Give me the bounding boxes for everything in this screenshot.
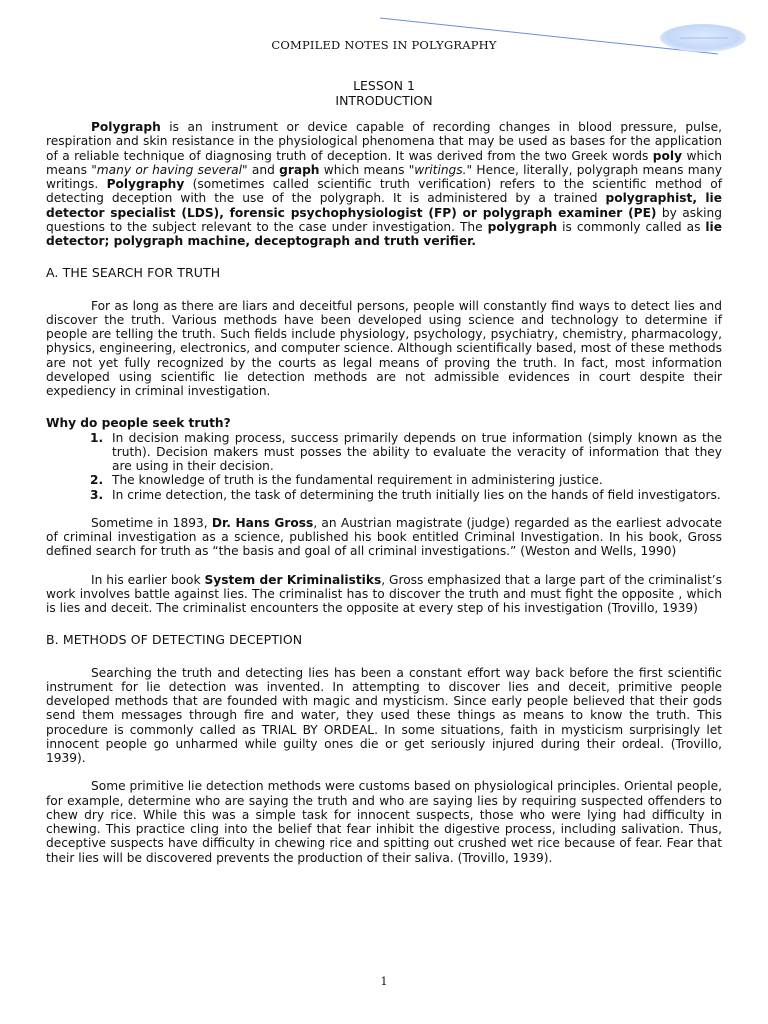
list-item: [46, 431, 722, 474]
meaning-poly: "many or having several": [91, 162, 248, 177]
section-b-paragraph-1: Searching the truth and detecting lies has been a constant effort way back before the first scientific instrument for lie detection was invented. In attempting to discover lies and deceit, primitive people developed methods that are founded with magic and mysticism. Since early people believed that their gods send them messages through fire and water, they used these things as means to know the truth. This procedure is commonly called as TRIAL BY ORDEAL. In some situations, faith in mysticism surprisingly let innocent people go unharmed while guilty ones die or get seriously injured during their ordeal. (Trovillo, 1939).: [46, 665, 722, 765]
section-a-heading: A. THE SEARCH FOR TRUTH: [46, 265, 221, 281]
list-text: In crime detection, the task of determining the truth initially lies on the hands of field investigators.: [112, 487, 721, 502]
polygraph-aliases: lie detector; polygraph machine, deceptograph and truth verifier.: [46, 219, 722, 248]
list-item: [46, 488, 722, 502]
intro-paragraph: [46, 120, 722, 248]
document-header: COMPILED NOTES IN POLYGRAPHY: [271, 38, 497, 52]
text: , an Austrian magistrate (judge) regarded as the earliest advocate of criminal investigation as a science, published his book entitled Criminal Investigation. In his book, Gross defined search for truth as “the basis and goal of all criminal investigations.” (Weston and Wells, 1990): [46, 515, 722, 559]
examiner-titles: polygraphist, lie detector specialist (LDS), forensic psychophysiologist (FP) or polygraph examiner (PE): [46, 191, 722, 220]
text: (sometimes called scientific truth verification) refers to the scientific method of detecting deception with the use of the polygraph. It is administered by a trained: [46, 177, 722, 206]
term-polygraph-2: polygraph: [487, 219, 558, 234]
section-a-paragraph-3: [46, 573, 722, 616]
meaning-graph: "writings.": [408, 162, 473, 177]
term-polygraphy: Polygraphy: [106, 177, 185, 191]
list-number: 2.: [90, 473, 104, 488]
why-heading: Why do people seek truth?: [46, 416, 231, 431]
list-text: The knowledge of truth is the fundamental requirement in administering justice.: [112, 473, 603, 488]
section-a-paragraph-1: For as long as there are liars and deceitful persons, people will constantly find ways to detect lies and discover the truth. Various methods have been developed using science and technology to determine if people are telling the truth. Such fields include physiology, psychology, psychiatry, chemistry, pharmacology, physics, engineering, electronics, and computer science. Although scientifically based, most of these methods are not yet fully recognized by the courts as legal means of proving the truth. In fact, most information developed using scientific lie detection methods are not admissible evidences in court despite their expediency in criminal investigation.: [46, 298, 722, 398]
text: In his earlier book: [91, 572, 205, 587]
page-number: 1: [380, 975, 388, 988]
term-polygraph: Polygraph: [91, 120, 161, 134]
text: Sometime in 1893,: [91, 515, 212, 530]
document-body: [46, 120, 722, 865]
text: is an instrument or device capable of recording changes in blood pressure, pulse, respiration and skin resistance in the physiological phenomena that may be used as bases for the application of a reliable technique of diagnosing truth of deception. It was derived from the two Greek words: [46, 120, 722, 163]
term-poly: poly: [652, 148, 683, 163]
lesson-heading: [0, 78, 768, 108]
text: , Gross emphasized that a large part of the criminalist’s work involves battle against lies. The criminalist has to discover the truth and must fight the opposite , which is lies and deceit. The criminalist encounters the opposite at every step of his investigation (Trovillo, 1939): [46, 572, 722, 615]
text: Hence, literally, polygraph means many writings.: [46, 162, 722, 191]
section-a-paragraph-2: [46, 516, 722, 559]
lesson-number: LESSON 1: [353, 78, 415, 93]
list-number: 3.: [90, 487, 104, 502]
text: by asking questions to the subject relevant to the case under investigation. The: [46, 205, 723, 234]
reasons-list: [46, 431, 722, 502]
section-b-heading: B. METHODS OF DETECTING DECEPTION: [46, 632, 303, 648]
term-graph: graph: [279, 162, 320, 177]
lesson-title: INTRODUCTION: [335, 93, 433, 108]
name-hans-gross: Dr. Hans Gross: [211, 515, 314, 530]
text: which means: [46, 148, 722, 177]
text: which means: [319, 162, 409, 177]
list-text: In decision making process, success primarily depends on true information (simply known as the truth). Decision makers must posses the ability to evaluate the veracity of information that they are using in their decision.: [112, 430, 722, 473]
text: and: [247, 162, 280, 177]
section-b-paragraph-2: Some primitive lie detection methods were customs based on physiological principles. Oriental people, for example, determine who are saying the truth and who are saying lies by requiring suspected offenders to chew dry rice. While this was a simple task for innocent suspects, those who were lying had difficulty in chewing. This practice cling into the belief that fear inhibit the digestive process, including salivation. Thus, deceptive suspects have difficulty in chewing rice and spitting out crushed wet rice because of fear. Fear that their lies will be discovered prevents the production of their saliva. (Trovillo, 1939).: [46, 779, 722, 865]
list-item: [46, 473, 722, 487]
text: is commonly called as: [557, 219, 706, 234]
list-number: 1.: [90, 430, 104, 445]
book-title: System der Kriminalistiks: [204, 572, 382, 587]
